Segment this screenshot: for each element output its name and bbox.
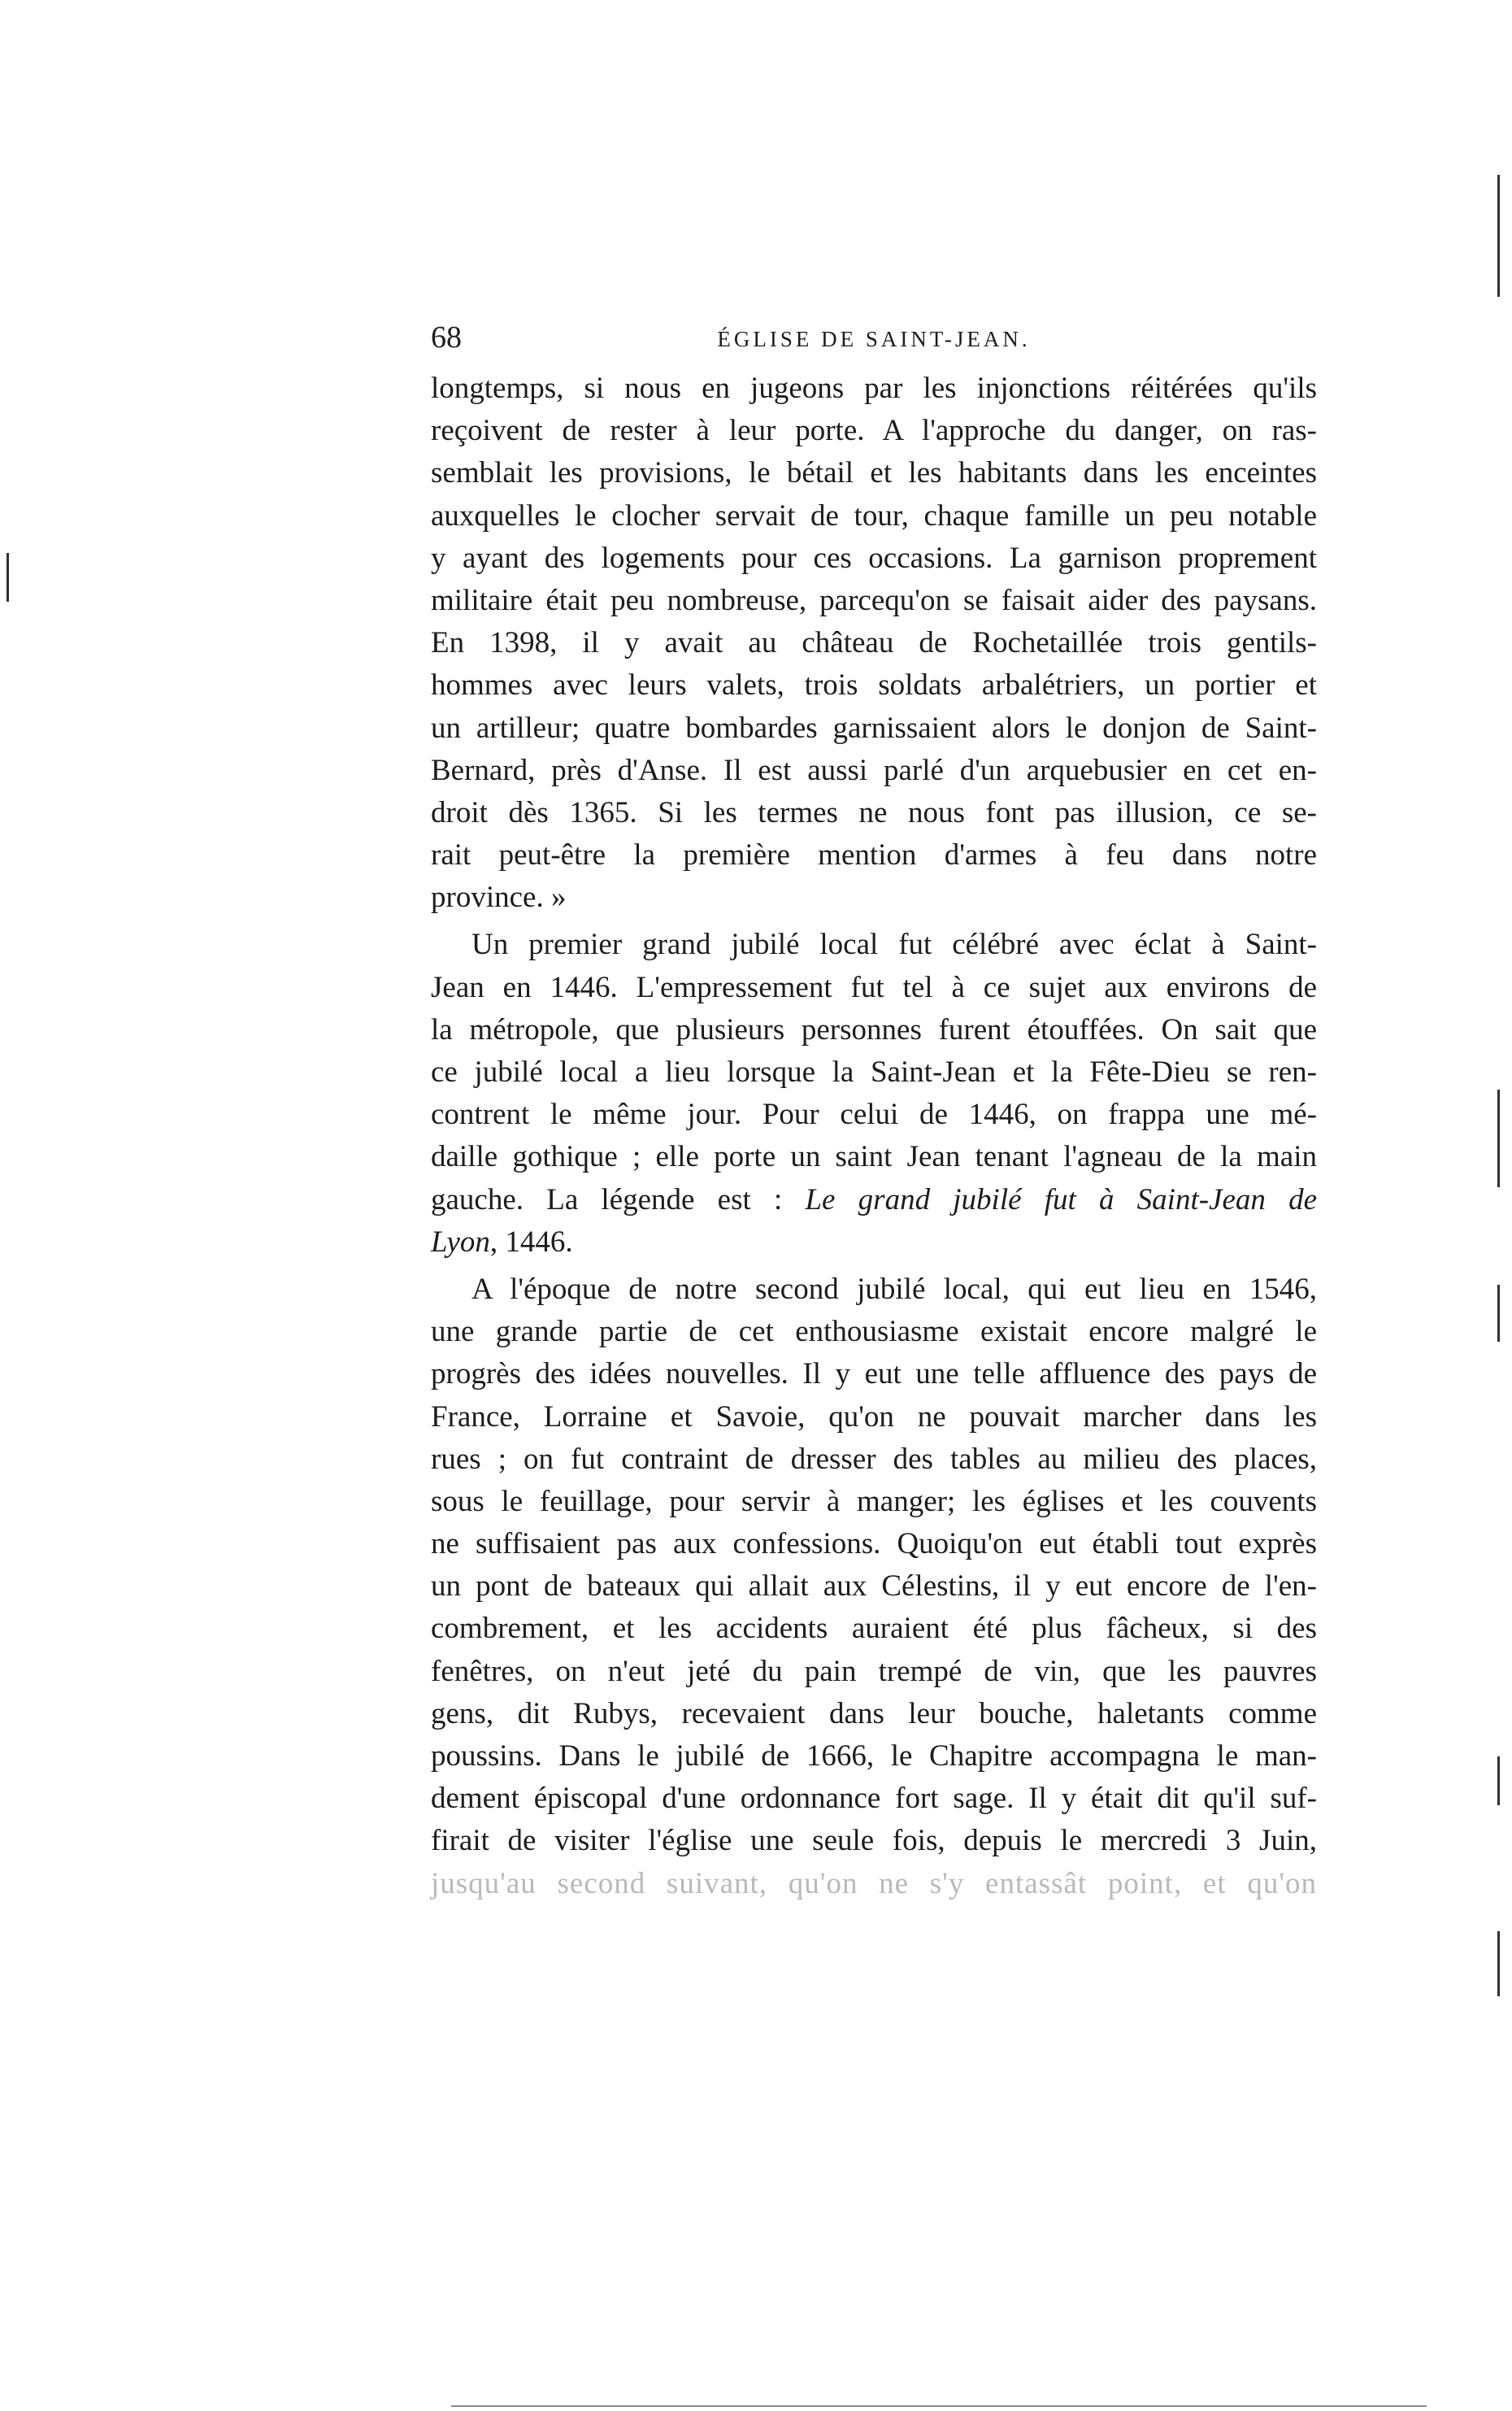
text-line: auxquelles le clocher servait de tour, chaque famille un peu notable bbox=[431, 498, 1317, 533]
text-line: poussins. Dans le jubilé de 1666, le Chapitre accompagna le man- bbox=[431, 1739, 1317, 1773]
running-head: ÉGLISE DE SAINT-JEAN. bbox=[717, 327, 1031, 351]
text-line: fenêtres, on n'eut jeté du pain trempé de vin, que les pauvres bbox=[431, 1654, 1317, 1688]
text-line-with-legend bbox=[431, 1179, 1317, 1221]
scan-mark bbox=[7, 553, 9, 602]
text-line: militaire était peu nombreuse, parcequ'on se faisait aider des paysans. bbox=[431, 583, 1317, 617]
text-line: Bernard, près d'Anse. Il est aussi parlé d'un arquebusier en cet en- bbox=[431, 753, 1317, 787]
text-line: un artilleur; quatre bombardes garnissaient alors le donjon de Saint- bbox=[431, 711, 1317, 745]
text-line: A l'époque de notre second jubilé local, qui eut lieu en 1546, bbox=[471, 1272, 1317, 1306]
text-line: ne suffisaient pas aux confessions. Quoiqu'on eut établi tout exprès bbox=[431, 1527, 1317, 1561]
legend-italic: Le grand jubilé fut à Saint-Jean de bbox=[805, 1182, 1318, 1216]
legend-italic-end: Lyon bbox=[431, 1225, 490, 1259]
text-line: ce jubilé local a lieu lorsque la Saint-Jean et la Fête-Dieu se ren- bbox=[431, 1055, 1317, 1089]
text-line: un pont de bateaux qui allait aux Célestins, il y eut encore de l'en- bbox=[431, 1569, 1317, 1604]
page-number: 68 bbox=[431, 320, 462, 355]
text-line: gens, dit Rubys, recevaient dans leur bouche, haletants comme bbox=[431, 1696, 1317, 1730]
text-line: y ayant des logements pour ces occasions. La garnison proprement bbox=[431, 541, 1317, 575]
text-line: combrement, et les accidents auraient été plus fâcheux, si des bbox=[431, 1612, 1317, 1646]
text-line: Jean en 1446. L'empressement fut tel à ce sujet aux environs de bbox=[431, 970, 1317, 1004]
text-line: rait peut-être la première mention d'armes à feu dans notre bbox=[431, 838, 1317, 873]
text-line-faded: jusqu'au second suivant, qu'on ne s'y entassât point, et qu'on bbox=[431, 1866, 1317, 1900]
text-line: la métropole, que plusieurs personnes furent étouffées. On sait que bbox=[431, 1012, 1317, 1047]
scan-bottom-edge bbox=[451, 2405, 1427, 2407]
text-line: dement épiscopal d'une ordonnance fort sage. Il y était dit qu'il suf- bbox=[431, 1782, 1317, 1816]
text-line: reçoivent de rester à leur porte. A l'approche du danger, on ras- bbox=[431, 414, 1317, 448]
text-line: France, Lorraine et Savoie, qu'on ne pouvait marcher dans les bbox=[431, 1399, 1317, 1434]
text-line: hommes avec leurs valets, trois soldats arbalétriers, un portier et bbox=[431, 668, 1317, 703]
text-line: progrès des idées nouvelles. Il y eut une telle affluence des pays de bbox=[431, 1357, 1317, 1391]
text-line: sous le feuillage, pour servir à manger; les églises et les couvents bbox=[431, 1484, 1317, 1518]
text-line: Un premier grand jubilé local fut célébré avec éclat à Saint- bbox=[471, 928, 1317, 962]
legend-intro: gauche. La légende est : bbox=[431, 1182, 783, 1216]
text-line: daille gothique ; elle porte un saint Jean tenant l'agneau de la main bbox=[431, 1140, 1317, 1174]
text-line: contrent le même jour. Pour celui de 1446, on frappa une mé- bbox=[431, 1098, 1317, 1132]
text-line: province. » bbox=[431, 881, 567, 915]
scan-mark bbox=[1497, 1285, 1500, 1342]
scan-mark bbox=[1497, 1756, 1500, 1805]
text-line: longtemps, si nous en jugeons par les injonctions réitérées qu'ils bbox=[431, 372, 1317, 405]
legend-date: , 1446. bbox=[489, 1225, 573, 1259]
text-line: firait de visiter l'église une seule fois, depuis le mercredi 3 Juin, bbox=[431, 1824, 1317, 1858]
text-line: droit dès 1365. Si les termes ne nous font pas illusion, ce se- bbox=[431, 795, 1317, 829]
body-text bbox=[431, 368, 1317, 1905]
text-line bbox=[431, 1221, 1317, 1264]
text-line: rues ; on fut contraint de dresser des tables au milieu des places, bbox=[431, 1442, 1317, 1476]
text-line: En 1398, il y avait au château de Rochetaillée trois gentils- bbox=[431, 626, 1317, 660]
text-line: une grande partie de cet enthousiasme existait encore malgré le bbox=[431, 1315, 1317, 1349]
scan-mark bbox=[1497, 1931, 1500, 1996]
scan-mark bbox=[1497, 1090, 1500, 1187]
page-header bbox=[431, 317, 1317, 358]
text-line: semblait les provisions, le bétail et les habitants dans les enceintes bbox=[431, 456, 1317, 490]
scan-mark bbox=[1497, 175, 1500, 297]
